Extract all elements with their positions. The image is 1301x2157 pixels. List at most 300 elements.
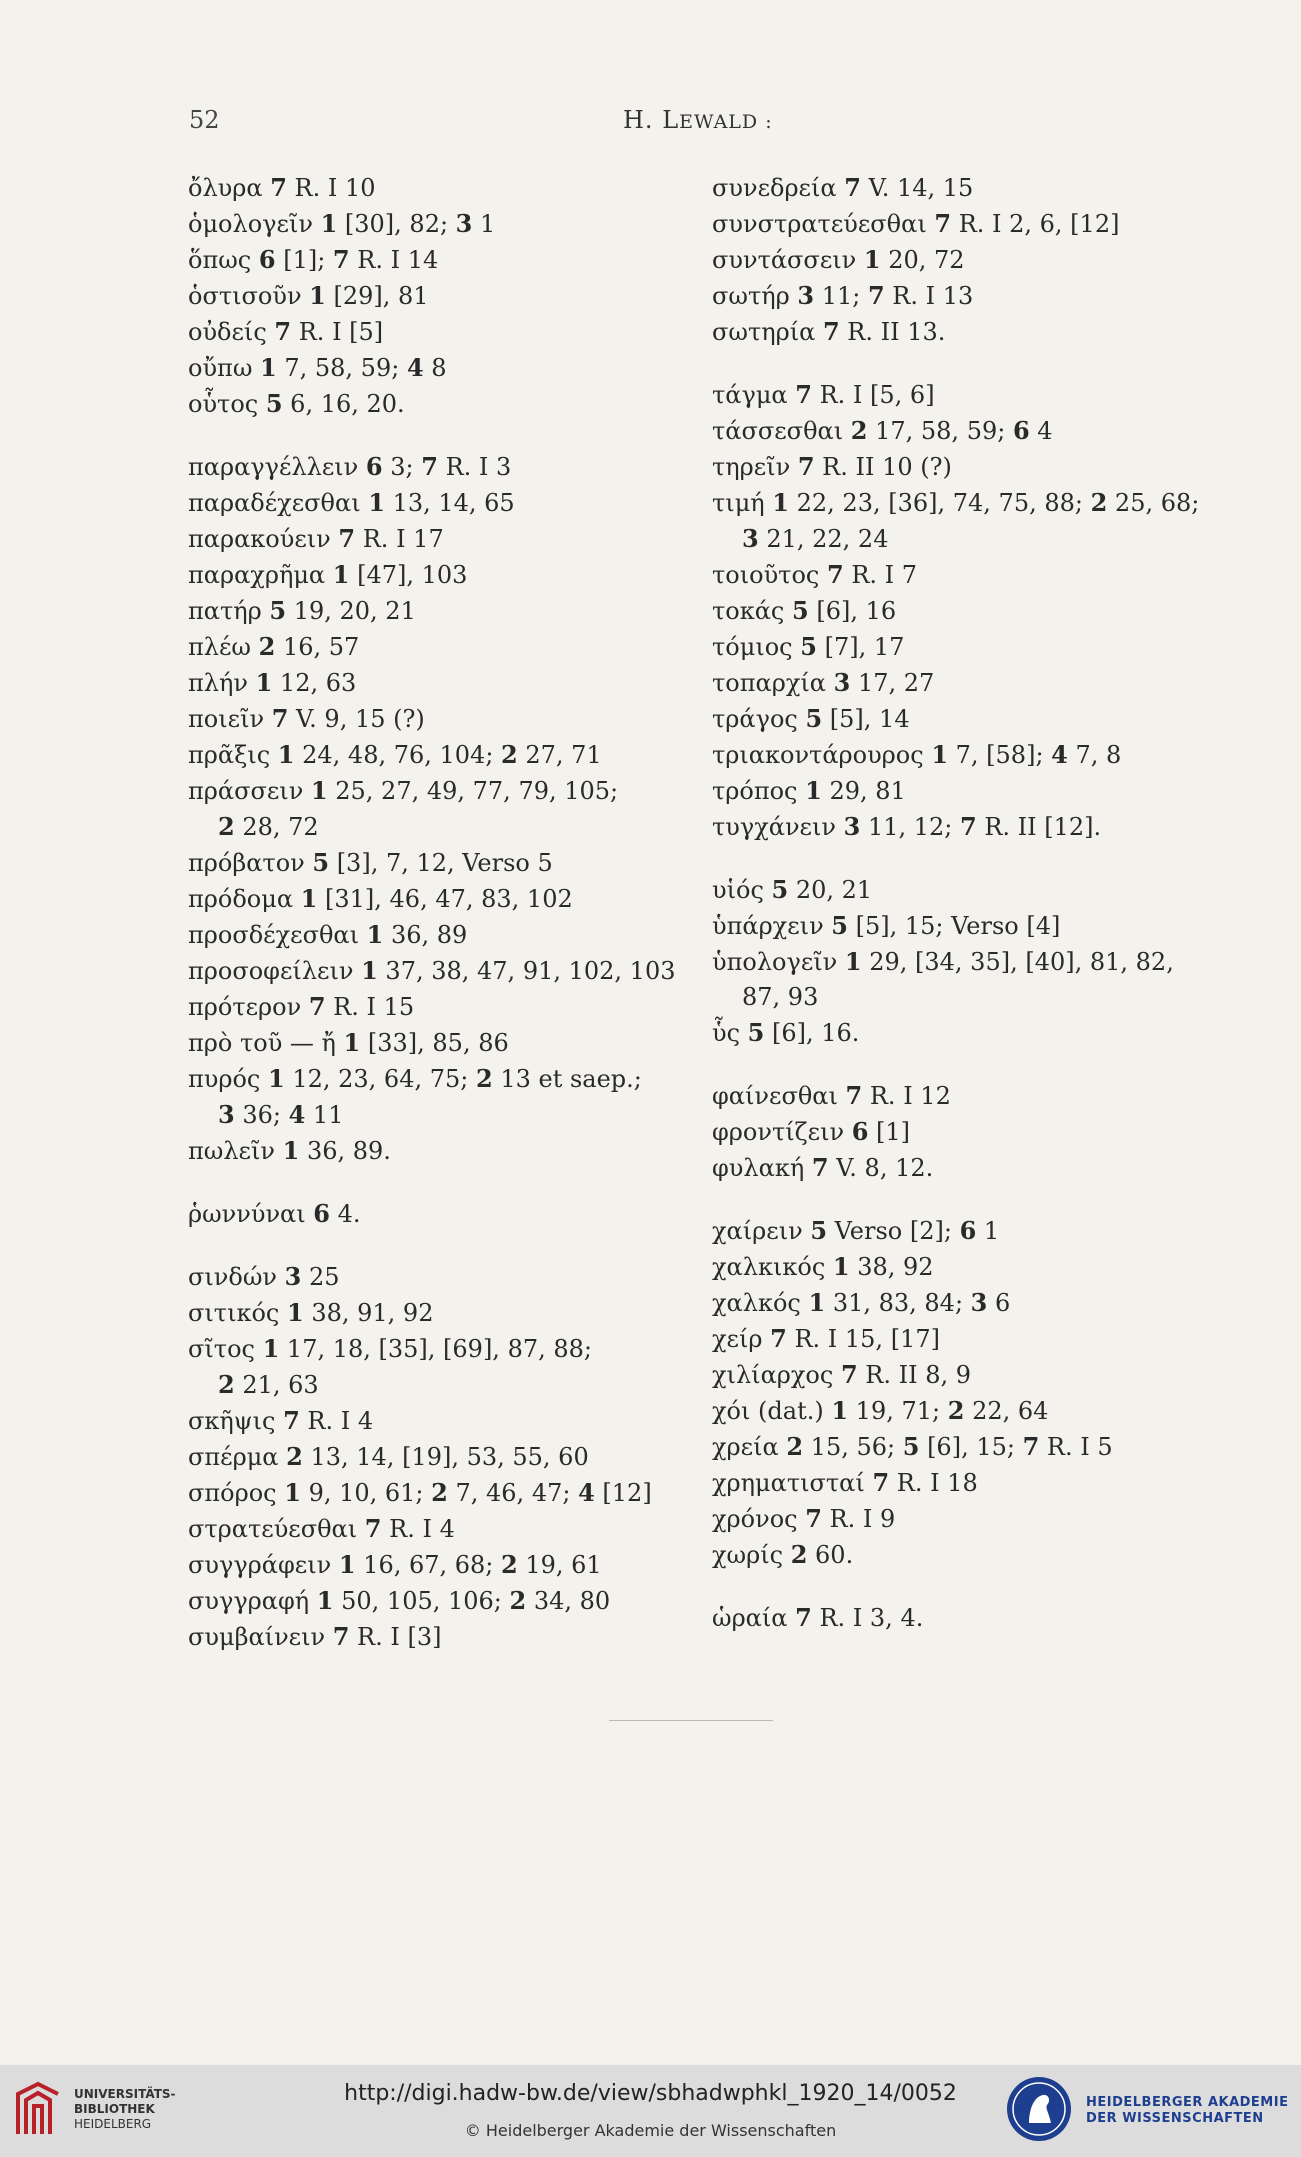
index-entry [712,242,1232,278]
copyright-notice: © Heidelberger Akademie der Wissenschaften [464,2121,837,2140]
entry-text: 8 [423,354,447,382]
entry-text: 20, 72 [880,246,965,274]
index-entry [188,593,708,629]
index-entry [712,665,1232,701]
document-ref: 4 [288,1100,306,1129]
document-ref: 1 [343,1028,361,1057]
document-ref: 2 [1090,488,1108,517]
index-entry [188,953,708,989]
index-entry [712,1114,1232,1150]
document-ref: 1 [287,1298,304,1327]
index-entry [712,206,1232,242]
document-ref: 5 [265,389,283,418]
index-entry-continuation [188,1367,708,1403]
index-entry [188,278,708,314]
entry-text: συνεδρεία [712,174,845,202]
entry-text: τοιοῦτος [712,561,827,589]
letter-gap [188,1232,708,1259]
index-entry [712,1078,1232,1114]
document-ref: 7 [1022,1432,1040,1461]
entry-text: R. I 14 [349,246,439,274]
index-entry [188,881,708,917]
index-entry [712,701,1232,737]
index-entry [188,1547,708,1583]
document-ref: 1 [863,245,881,274]
entry-text: 28, 72 [234,813,319,841]
entry-text: πατήρ [188,597,270,625]
entry-text: 1 [472,210,496,238]
entry-text: [5], 15; Verso [4] [848,912,1061,940]
document-ref: 1 [320,209,338,238]
index-entry [188,242,708,278]
entry-text: R. II 13. [839,318,946,346]
document-ref: 3 [218,1100,235,1129]
entry-text: [7], 17 [816,633,905,661]
entry-text: 13, 14, 65 [384,489,515,517]
entry-text: τιμή [712,489,773,517]
index-entry [188,773,708,809]
index-entry [188,1583,708,1619]
index-entry-continuation [712,980,1232,1015]
entry-text: σιτικός [188,1299,287,1327]
document-ref: 2 [258,632,276,661]
index-entry [188,557,708,593]
entry-text: τυγχάνειν [712,813,844,841]
entry-text: 27, 71 [517,741,602,769]
entry-text: R. I 12 [862,1082,951,1110]
index-entry [712,485,1232,521]
entry-text: ὄλυρα [188,174,271,202]
index-entry [712,314,1232,350]
entry-text: σινδών [188,1263,285,1291]
entry-text: σκῆψις [188,1407,284,1435]
entry-text: 4. [330,1200,361,1228]
document-ref: 2 [850,416,868,445]
document-ref: 1 [262,1334,280,1363]
document-ref: 7 [770,1324,787,1353]
document-ref: 7 [421,452,438,481]
index-entry [712,1213,1232,1249]
index-entry [712,1321,1232,1357]
entry-text: 17, 18, [35], [69], 87, 88; [279,1335,592,1363]
entry-text: τάσσεσθαι [712,417,851,445]
entry-text: 7, [58]; [948,741,1052,769]
entry-text: R. I [5] [291,318,384,346]
entry-text: R. I 5 [1039,1433,1113,1461]
document-ref: 3 [455,209,473,238]
entry-text: 29, [34, 35], [40], 81, 82, [861,948,1174,976]
document-ref: 7 [867,281,885,310]
index-entry-continuation [712,521,1232,557]
index-entry [712,1150,1232,1186]
entry-text: 11, 12; [860,813,961,841]
page-number: 52 [189,106,220,134]
index-entry [712,1501,1232,1537]
index-column-left [188,170,708,1655]
entry-text: V. 9, 15 (?) [288,705,425,733]
entry-text: χρεία [712,1433,787,1461]
letter-gap [712,350,1232,377]
entry-text: V. 14, 15 [860,174,974,202]
letter-gap [712,1051,1232,1078]
entry-text: 6 [987,1289,1011,1317]
entry-text: 29, 81 [821,777,906,805]
entry-text: 11 [305,1101,344,1129]
entry-text: R. II 10 (?) [814,453,952,481]
entry-text: σπόρος [188,1479,285,1507]
letter-gap [712,1573,1232,1600]
document-ref: 7 [795,1603,812,1632]
document-ref: 7 [271,704,289,733]
document-ref: 1 [282,1136,300,1165]
academy-name: HEIDELBERGER AKADEMIE DER WISSENSCHAFTEN [1086,2095,1289,2126]
entry-text: χαίρειν [712,1217,811,1245]
document-ref: 1 [831,1396,849,1425]
document-ref: 1 [255,668,273,697]
document-ref: 7 [795,380,812,409]
index-entry [188,1619,708,1655]
entry-text: [33], 85, 86 [360,1029,509,1057]
entry-text: 60. [807,1541,854,1569]
entry-text: 19, 20, 21 [286,597,416,625]
entry-text: R. II 8, 9 [857,1361,971,1389]
document-ref: 1 [338,1550,356,1579]
document-ref: 2 [286,1442,303,1471]
document-ref: 5 [800,632,817,661]
entry-text: τηρεῖν [712,453,798,481]
index-entry [188,485,708,521]
entry-text: R. I 3 [437,453,512,481]
index-entry [712,1357,1232,1393]
entry-text: 31, 83, 84; [825,1289,971,1317]
index-entry [188,521,708,557]
document-ref: 5 [771,875,789,904]
entry-text: R. I 15, [17] [786,1325,940,1353]
entry-text: τοπαρχία [712,669,834,697]
entry-text: 7, 46, 47; [447,1479,579,1507]
document-ref: 5 [805,704,823,733]
document-ref: 5 [831,911,848,940]
entry-text: 36, 89 [383,921,468,949]
document-ref: 1 [309,281,326,310]
entry-text: [47], 103 [349,561,468,589]
entry-text: τριακοντάρουρος [712,741,932,769]
entry-text: 12, 63 [272,669,357,697]
document-ref: 7 [338,524,356,553]
index-entry [712,1429,1232,1465]
entry-text: R. I 9 [821,1505,896,1533]
document-ref: 2 [786,1432,804,1461]
document-ref: 7 [308,992,326,1021]
university-library-name: UNIVERSITÄTS- BIBLIOTHEK HEIDELBERG [74,2087,176,2131]
running-head: H. LEWALD : [623,106,773,134]
document-ref: 5 [269,596,287,625]
document-ref: 7 [844,173,861,202]
entry-text: [6], 16. [764,1019,860,1047]
permalink-url[interactable]: http://digi.hadw-bw.de/view/sbhadwphkl_1920_14/0052 [344,2081,957,2106]
index-entry [188,1061,708,1097]
entry-text: Verso [2]; [827,1217,960,1245]
entry-text: χρηματισταί [712,1469,873,1497]
document-ref: 1 [366,920,384,949]
document-ref: 6 [851,1117,869,1146]
entry-text: R. II [12]. [976,813,1102,841]
index-entry [712,1600,1232,1636]
entry-text: 13 et saep.; [492,1065,642,1093]
entry-text: τρόπος [712,777,806,805]
document-ref: 7 [332,1622,350,1651]
entry-text: 38, 92 [849,1253,934,1281]
document-ref: 7 [270,173,287,202]
document-ref: 1 [844,947,862,976]
entry-text: συγγράφειν [188,1551,339,1579]
entry-text: 3; [382,453,422,481]
entry-text: προσοφείλειν [188,957,362,985]
entry-text: χόι (dat.) [712,1397,832,1425]
entry-text: R. I 18 [889,1469,978,1497]
entry-text: 6, 16, 20. [282,390,405,418]
index-entry [712,278,1232,314]
entry-text: 24, 48, 76, 104; [294,741,502,769]
document-ref: 1 [361,956,378,985]
document-ref: 7 [805,1504,822,1533]
entry-text: παραδέχεσθαι [188,489,369,517]
index-entry [188,1331,708,1367]
index-entry [712,1465,1232,1501]
index-entry [188,989,708,1025]
index-entry [188,1259,708,1295]
entry-text: σωτήρ [712,282,798,310]
document-ref: 7 [872,1468,890,1497]
index-entry-continuation [188,809,708,845]
entry-text: χιλίαρχος [712,1361,841,1389]
entry-text: ὑπολογεῖν [712,948,845,976]
index-entry [712,1015,1232,1051]
entry-text: ὡραία [712,1604,796,1632]
entry-text: παρακούειν [188,525,339,553]
entry-text: συνστρατεύεσθαι [712,210,935,238]
document-ref: 1 [832,1252,850,1281]
index-entry [188,386,708,422]
letter-gap [188,422,708,449]
document-ref: 1 [931,740,949,769]
entry-text: R. I 7 [843,561,918,589]
document-ref: 1 [332,560,350,589]
entry-text: πυρός [188,1065,268,1093]
entry-text: σῖτος [188,1335,263,1363]
entry-text: 1 [976,1217,1000,1245]
entry-text: ποιεῖν [188,705,272,733]
document-ref: 1 [277,740,295,769]
entry-text: [31], 46, 47, 83, 102 [317,885,573,913]
entry-text: υἱός [712,876,772,904]
entry-text: τόμιος [712,633,801,661]
entry-text: παραγγέλλειν [188,453,366,481]
entry-text: [12] [594,1479,652,1507]
document-ref: 7 [822,317,840,346]
index-entry [712,809,1232,845]
entry-text: R. I [3] [349,1623,442,1651]
entry-text: [3], 7, 12, Verso 5 [329,849,553,877]
index-entry [712,944,1232,980]
document-ref: 3 [833,668,851,697]
document-ref: 6 [1012,416,1030,445]
index-entry [712,737,1232,773]
entry-text: 25, 27, 49, 77, 79, 105; [327,777,619,805]
entry-text: R. I 2, 6, [12] [951,210,1120,238]
entry-text: σωτηρία [712,318,823,346]
entry-text: [1]; [275,246,333,274]
document-ref: 4 [1051,740,1068,769]
index-entry [188,1439,708,1475]
document-ref: 7 [332,245,350,274]
entry-text: φροντίζειν [712,1118,852,1146]
entry-text: 11; [814,282,868,310]
entry-text: 36; [234,1101,289,1129]
entry-text: 16, 67, 68; [355,1551,502,1579]
document-ref: 1 [316,1586,334,1615]
entry-text: 25, 68; [1107,489,1200,517]
entry-text: πλήν [188,669,256,697]
index-column-right [712,170,1232,1636]
entry-text: στρατεύεσθαι [188,1515,365,1543]
entry-text: 16, 57 [275,633,360,661]
entry-text: R. I [5, 6] [811,381,935,409]
entry-text: 17, 58, 59; [867,417,1013,445]
entry-text: συντάσσειν [712,246,864,274]
entry-text: [30], 82; [337,210,456,238]
entry-text: 38, 91, 92 [303,1299,434,1327]
entry-text: 21, 22, 24 [758,525,889,553]
entry-text: ὅπως [188,246,259,274]
index-entry [712,170,1232,206]
document-ref: 2 [218,812,235,841]
document-ref: 2 [501,1550,518,1579]
index-entry [712,1285,1232,1321]
entry-text: πρὸ τοῦ — ἤ [188,1029,344,1057]
entry-text: οὔπω [188,354,261,382]
entry-text: ῥωννύναι [188,1200,314,1228]
entry-text: R. I 4 [381,1515,455,1543]
document-ref: 7 [960,812,977,841]
entry-text: πωλεῖν [188,1137,283,1165]
index-entry [712,557,1232,593]
document-ref: 7 [934,209,952,238]
index-entry [188,629,708,665]
document-ref: 1 [772,488,789,517]
entry-text: 17, 27 [850,669,935,697]
academy-seal-icon[interactable] [1005,2075,1073,2143]
entry-text: [6], 16 [808,597,897,625]
entry-text: πράσσειν [188,777,311,805]
document-ref: 3 [742,524,759,553]
index-entry [712,629,1232,665]
index-entry [712,908,1232,944]
entry-text: 34, 80 [526,1587,611,1615]
index-entry [188,350,708,386]
index-entry [188,206,708,242]
entry-text: οὗτος [188,390,266,418]
document-ref: 7 [283,1406,300,1435]
entry-text: χαλκικός [712,1253,833,1281]
entry-text: χρόνος [712,1505,806,1533]
document-ref: 6 [258,245,276,274]
document-ref: 2 [475,1064,493,1093]
entry-text: [1] [868,1118,911,1146]
document-ref: 1 [260,353,277,382]
document-ref: 3 [843,812,861,841]
entry-text: 7, 58, 59; [276,354,407,382]
document-ref: 6 [959,1216,977,1245]
entry-text: 22, 23, [36], 74, 75, 88; [789,489,1091,517]
entry-text: [5], 14 [822,705,910,733]
index-entry-continuation [188,1097,708,1133]
document-ref: 5 [747,1018,765,1047]
entry-text: 87, 93 [742,983,819,1011]
entry-text: 21, 63 [234,1371,319,1399]
entry-text: 19, 71; [848,1397,948,1425]
end-rule [609,1720,773,1721]
entry-text: ὁμολογεῖν [188,210,321,238]
entry-text: V. 8, 12. [828,1154,934,1182]
index-entry [712,1393,1232,1429]
document-ref: 7 [274,317,292,346]
entry-text: 36, 89. [299,1137,391,1165]
entry-text: χείρ [712,1325,771,1353]
entry-text: προσδέχεσθαι [188,921,367,949]
document-ref: 2 [790,1540,808,1569]
index-entry [712,773,1232,809]
document-ref: 7 [845,1081,863,1110]
document-ref: 7 [840,1360,858,1389]
index-entry [188,665,708,701]
entry-text: τράγος [712,705,806,733]
entry-text: πρᾶξις [188,741,278,769]
index-entry [188,737,708,773]
document-ref: 3 [284,1262,302,1291]
index-entry [188,170,708,206]
document-ref: 2 [947,1396,965,1425]
entry-text: 25 [301,1263,340,1291]
document-ref: 2 [431,1478,448,1507]
document-ref: 2 [501,740,518,769]
entry-text: πλέω [188,633,259,661]
document-ref: 5 [902,1432,920,1461]
document-ref: 1 [310,776,328,805]
document-ref: 1 [300,884,318,913]
document-ref: 5 [810,1216,828,1245]
entry-text: φυλακή [712,1154,812,1182]
entry-text: 9, 10, 61; [300,1479,432,1507]
entry-text: 7, 8 [1067,741,1122,769]
entry-text: χωρίς [712,1541,791,1569]
document-ref: 4 [406,353,424,382]
letter-gap [712,845,1232,872]
index-entry [188,1511,708,1547]
document-ref: 3 [797,281,815,310]
document-ref: 2 [509,1586,527,1615]
entry-text: ὗς [712,1019,748,1047]
entry-text: οὐδείς [188,318,275,346]
entry-text: R. I 15 [325,993,415,1021]
entry-text: [29], 81 [325,282,429,310]
index-entry [712,1537,1232,1573]
entry-text: χαλκός [712,1289,809,1317]
entry-text: R. I 10 [286,174,376,202]
document-ref: 7 [826,560,844,589]
index-entry [712,1249,1232,1285]
index-entry [188,314,708,350]
